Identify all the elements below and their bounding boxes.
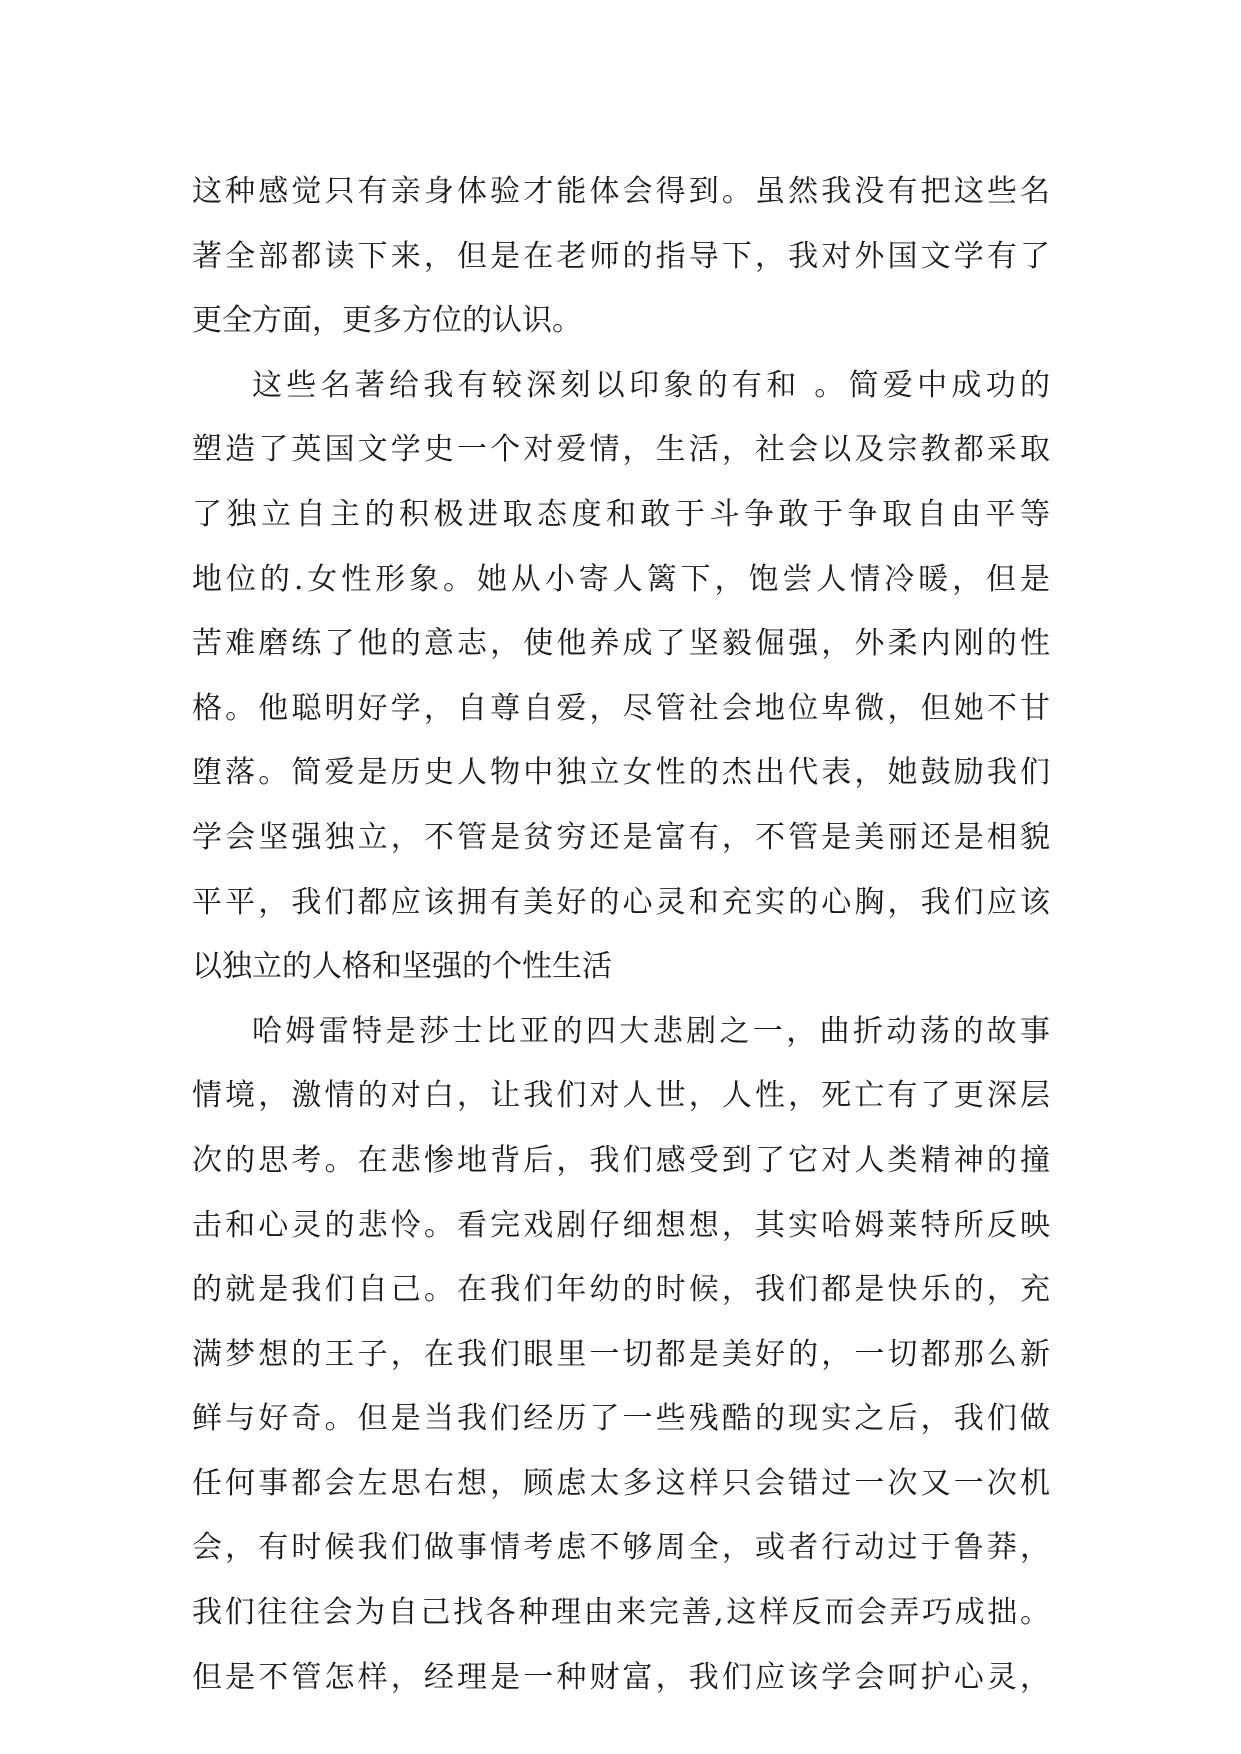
text-line: 了独立自主的积极进取态度和敢于斗争敢于争取自由平等 bbox=[192, 496, 1050, 532]
text-line: 满梦想的王子，在我们眼里一切都是美好的，一切都那么新 bbox=[192, 1336, 1050, 1372]
paragraph-3 bbox=[192, 1000, 1050, 1711]
text-line: 哈姆雷特是莎士比亚的四大悲剧之一，曲折动荡的故事 bbox=[252, 1013, 1050, 1049]
text-line: 堕落。简爱是历史人物中独立女性的杰出代表，她鼓励我们 bbox=[192, 755, 1050, 791]
text-line: 这些名著给我有较深刻以印象的有和 。简爱中成功的 bbox=[252, 367, 1050, 403]
text-line: 这种感觉只有亲身体验才能体会得到。虽然我没有把这些名 bbox=[192, 174, 1050, 209]
text-line: 地位的.女性形象。她从小寄人篱下，饱尝人情冷暖，但是 bbox=[192, 561, 1050, 597]
paragraph-1 bbox=[192, 160, 1050, 354]
text-line: 苦难磨练了他的意志，使他养成了坚毅倔强，外柔内刚的性 bbox=[192, 626, 1050, 662]
text-line: 的就是我们自己。在我们年幼的时候，我们都是快乐的，充 bbox=[192, 1272, 1050, 1308]
text-line: 塑造了英国文学史一个对爱情，生活，社会以及宗教都采取 bbox=[192, 432, 1050, 468]
text-line: 更全方面，更多方位的认识。 bbox=[192, 303, 582, 339]
text-line: 击和心灵的悲怜。看完戏剧仔细想想，其实哈姆莱特所反映 bbox=[192, 1207, 1050, 1243]
text-line: 情境，激情的对白，让我们对人世，人性，死亡有了更深层 bbox=[192, 1078, 1050, 1114]
text-line: 会，有时候我们做事情考虑不够周全，或者行动过于鲁莽， bbox=[192, 1530, 1050, 1566]
text-line: 任何事都会左思右想，顾虑太多这样只会错过一次又一次机 bbox=[192, 1465, 1050, 1501]
text-line: 学会坚强独立，不管是贫穷还是富有，不管是美丽还是相貌 bbox=[192, 819, 1050, 855]
text-line: 次的思考。在悲惨地背后，我们感受到了它对人类精神的撞 bbox=[192, 1142, 1050, 1178]
text-line: 我们往往会为自己找各种理由来完善,这样反而会弄巧成拙。 bbox=[192, 1595, 1050, 1631]
document-body bbox=[192, 160, 1050, 1710]
text-line: 以独立的人格和坚强的个性生活 bbox=[192, 949, 612, 985]
text-line: 但是不管怎样，经理是一种财富，我们应该学会呵护心灵， bbox=[192, 1659, 1050, 1695]
text-line: 平平，我们都应该拥有美好的心灵和充实的心胸，我们应该 bbox=[192, 884, 1050, 920]
text-line: 鲜与好奇。但是当我们经历了一些残酷的现实之后，我们做 bbox=[192, 1401, 1050, 1437]
paragraph-2 bbox=[192, 354, 1050, 1000]
text-line: 著全部都读下来，但是在老师的指导下，我对外国文学有了 bbox=[192, 238, 1050, 274]
text-line: 格。他聪明好学，自尊自爱，尽管社会地位卑微，但她不甘 bbox=[192, 690, 1050, 726]
